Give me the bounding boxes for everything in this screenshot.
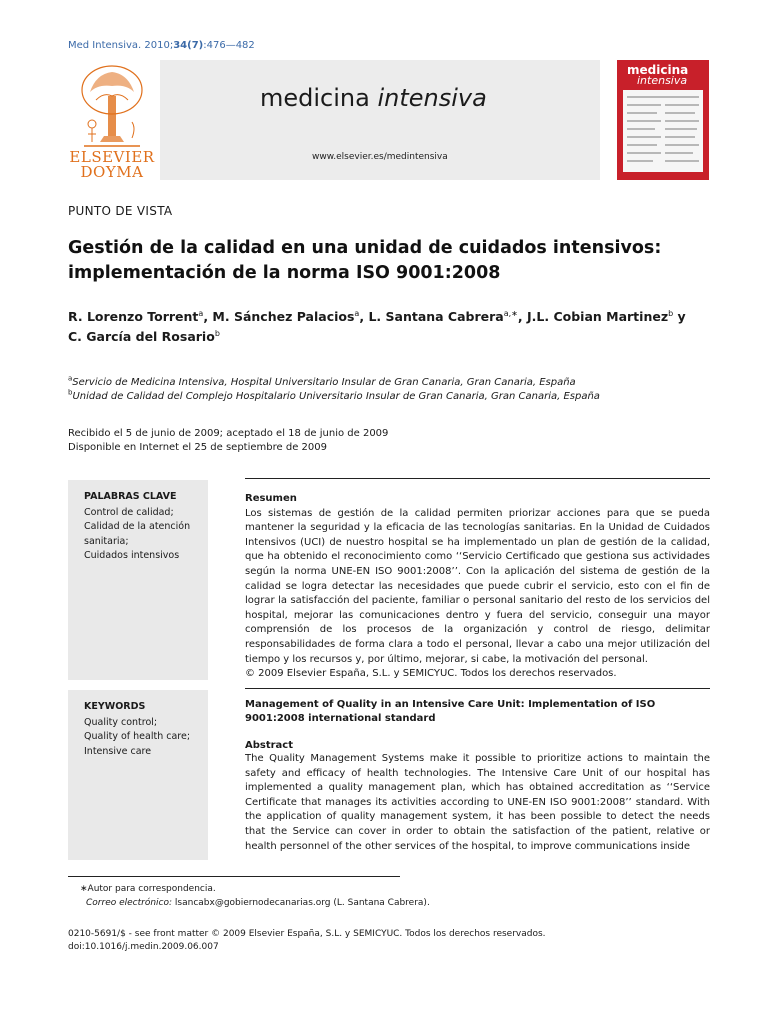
cover-line — [665, 144, 699, 146]
cover-line — [665, 120, 699, 122]
cover-line — [627, 152, 661, 154]
abstract-text: The Quality Management Systems make it possible to prioritize actions to maintain the safety and efficacy of health technologies. The Intensive Care Unit of our hospital has implemented a quality management plan, which has obtained accreditation as ‘‘Service Certificate that manages its activities according to UNE-EN ISO 9001:2008’’ standard. With the application of quality management system, it has been possible to detect the needs that the Service can cover in order to obtain the satisfaction of the patient, relative or health personnel of the other services of the hospital, to improve communications inside — [245, 753, 710, 852]
affiliation-text: Servicio de Medicina Intensiva, Hospital Universitario Insular de Gran Canaria, Gran Canaria, España — [72, 377, 576, 388]
keyword-item: Cuidados intensivos — [84, 550, 180, 561]
copyright-footer — [68, 928, 546, 954]
article-title: Gestión de la calidad en una unidad de cuidados intensivos: implementación de la norma ISO 9001:2008 — [68, 238, 662, 283]
keywords-box — [68, 690, 208, 860]
doi-line: doi:10.1016/j.medin.2009.06.007 — [68, 942, 219, 952]
footnote-email-line — [68, 896, 668, 910]
author-affiliation-marker: b — [668, 308, 674, 318]
abstract-divider — [245, 688, 710, 689]
affiliation-item — [68, 390, 718, 404]
article-dates — [68, 427, 388, 455]
author-affiliation-marker: b — [214, 328, 220, 338]
journal-url: www.elsevier.es/medintensiva — [312, 152, 448, 162]
affiliation-marker: a — [68, 374, 73, 383]
footnote-divider — [68, 876, 400, 877]
logo-text-elsevier: ELSEVIER — [69, 148, 155, 166]
resumen-heading: Resumen — [245, 493, 297, 504]
keyword-item: Intensive care — [84, 745, 152, 757]
online-date: Disponible en Internet el 25 de septiembre de 2009 — [68, 442, 327, 453]
cover-title-1: medicina — [627, 63, 689, 77]
author-separator: , — [203, 309, 213, 324]
cover-line — [627, 104, 661, 106]
cover-line — [627, 96, 699, 98]
cover-page — [623, 90, 703, 172]
journal-title — [260, 84, 487, 112]
cover-line — [665, 152, 693, 154]
cover-line — [665, 128, 697, 130]
cover-line — [627, 112, 657, 114]
author-affiliation-marker: a — [354, 308, 360, 318]
affiliations — [68, 376, 718, 404]
section-label: PUNTO DE VISTA — [68, 204, 173, 218]
keyword-item: Calidad de la atención sanitaria; — [84, 521, 191, 547]
author-name: J.L. Cobian Martinez — [527, 309, 669, 324]
footnote-email-value: lsancabx@gobiernodecanarias.org (L. Santana Cabrera). — [172, 898, 430, 908]
journal-citation — [68, 40, 255, 51]
journal-title-plain: medicina — [260, 84, 378, 112]
affiliation-item — [68, 376, 718, 390]
author-list — [68, 307, 718, 347]
resumen-section — [245, 492, 710, 682]
journal-banner — [160, 60, 600, 180]
keywords-heading: KEYWORDS — [84, 701, 146, 712]
tree-icon — [76, 62, 148, 150]
english-title: Management of Quality in an Intensive Care Unit: Implementation of ISO 9001:2008 international standard — [245, 699, 656, 724]
author-affiliation-marker: a,∗ — [503, 308, 518, 318]
affiliation-marker: b — [68, 388, 73, 397]
abstract-heading: Abstract — [245, 740, 294, 751]
footnote-email-label: Correo electrónico: — [86, 898, 173, 908]
author-separator: , — [517, 309, 527, 324]
cover-line — [627, 120, 661, 122]
palabras-clave-box — [68, 480, 208, 680]
keyword-item: Control de calidad; — [84, 506, 174, 518]
citation-journal: Med Intensiva. 2010; — [68, 40, 174, 51]
journal-cover-thumbnail — [617, 60, 709, 180]
author-separator: y — [673, 309, 686, 324]
footnote — [68, 882, 668, 910]
cover-line — [665, 104, 699, 106]
keyword-item: Quality of health care; — [84, 731, 191, 742]
keyword-item: Quality control; — [84, 716, 158, 728]
cover-line — [627, 144, 657, 146]
cover-line — [665, 112, 695, 114]
resumen-text: Los sistemas de gestión de la calidad permiten priorizar acciones para que se pueda mantener la seguridad y la eficacia de las tecnologías sanitarias. En la Unidad de Cuidados Intensivos (UCI) de nuestro hospital se ha implementado un plan de gestión de la calidad, que ha obtenido el reconocimiento como ‘‘Servicio Certificado que gestiona sus actividades según la norma UNE-EN ISO 9001:2008’’. Con la aplicación del sistema de gestión de la calidad se logra detectar las necesidades que puede cubrir el servicio, esto con el fin de lograr la satisfacción del paciente, familiar o personal sanitario del resto de los servicios del hospital, mejorar las comunicaciones dentro y fuera del servicio, conseguir una mayor comprensión de los procesos de la organización y control de riesgo, delimitar responsabilidades de forma clara a todo el personal, llevar a cabo una mejor utilización del tiempo y los recursos y, por último, mejorar, si cabe, la motivación del personal. — [245, 507, 710, 665]
author-affiliation-marker: a — [198, 308, 204, 318]
cover-line — [665, 136, 695, 138]
resumen-copyright: © 2009 Elsevier España, S.L. y SEMICYUC. Todos los derechos reservados. — [245, 668, 617, 680]
citation-volume: 34(7) — [173, 40, 204, 51]
cover-title-2: intensiva — [637, 74, 688, 87]
journal-title-italic: intensiva — [377, 84, 487, 112]
cover-line — [627, 160, 653, 162]
author-name: C. García del Rosario — [68, 329, 215, 344]
cover-line — [627, 136, 661, 138]
author-name: M. Sánchez Palacios — [212, 309, 355, 324]
footnote-correspondence: ∗Autor para correspondencia. — [80, 884, 216, 894]
citation-pages: :476—482 — [203, 40, 255, 51]
front-matter-line: 0210-5691/$ - see front matter © 2009 Elsevier España, S.L. y SEMICYUC. Todos los derechos reservados. — [68, 929, 546, 939]
author-name: R. Lorenzo Torrent — [68, 309, 199, 324]
cover-line — [627, 128, 655, 130]
elsevier-logo — [68, 60, 156, 180]
received-date: Recibido el 5 de junio de 2009; aceptado el 18 de junio de 2009 — [68, 428, 389, 439]
abstract-divider — [245, 478, 710, 479]
author-separator: , — [359, 309, 369, 324]
author-name: L. Santana Cabrera — [368, 309, 504, 324]
palabras-clave-heading: PALABRAS CLAVE — [84, 491, 177, 502]
logo-text-doyma: DOYMA — [80, 163, 144, 181]
affiliation-text: Unidad de Calidad del Complejo Hospitalario Universitario Insular de Gran Canaria, Gran Canaria, España — [72, 391, 600, 402]
cover-line — [665, 160, 699, 162]
